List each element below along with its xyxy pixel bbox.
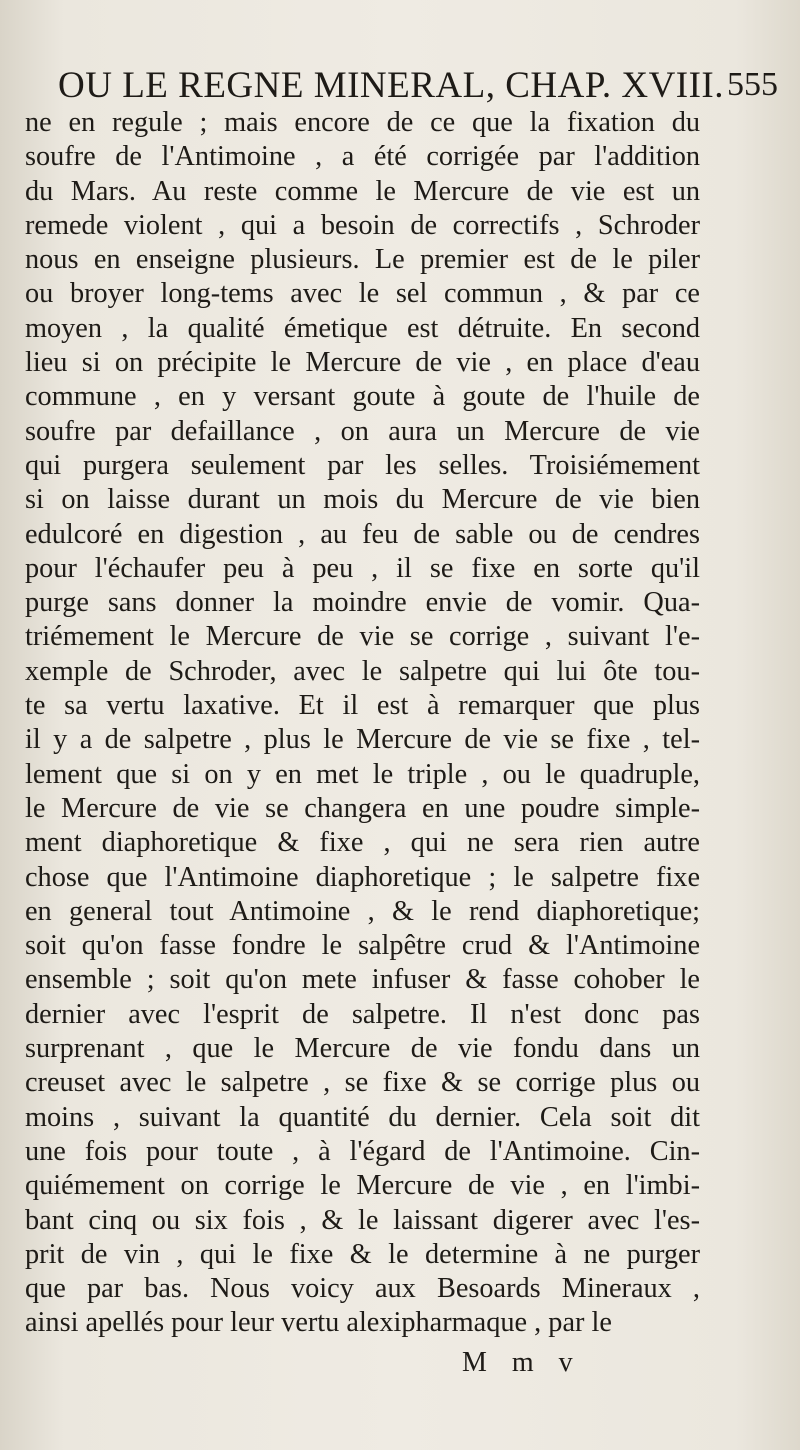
text-line: nous en enseigne plusieurs. Le premier est de le piler bbox=[25, 244, 700, 276]
signature-mark: M m v bbox=[462, 1347, 582, 1378]
text-line: ne en regule ; mais encore de ce que la fixation du bbox=[25, 107, 700, 138]
page-number: 555 bbox=[727, 66, 778, 103]
text-line: ou broyer long-tems avec le sel commun , & par ce bbox=[25, 278, 700, 310]
text-line: pour l'échaufer peu à peu , il se fixe en sorte qu'il bbox=[25, 552, 700, 584]
text-line: xemple de Schroder, avec le salpetre qui lui ôte tou- bbox=[25, 655, 700, 687]
text-line: qui purgera seulement par les selles. Troisiémement bbox=[25, 449, 700, 481]
text-line: purge sans donner la moindre envie de vomir. Qua- bbox=[25, 587, 700, 619]
text-line: une fois pour toute , à l'égard de l'Antimoine. Cin- bbox=[25, 1135, 700, 1167]
text-line: en general tout Antimoine , & le rend diaphoretique; bbox=[25, 895, 700, 927]
text-line: surprenant , que le Mercure de vie fondu dans un bbox=[25, 1033, 700, 1065]
text-line: ment diaphoretique & fixe , qui ne sera rien autre bbox=[25, 827, 700, 859]
text-line: ensemble ; soit qu'on mete infuser & fasse cohober le bbox=[25, 964, 700, 996]
text-line: ainsi apellés pour leur vertu alexipharmaque , par le bbox=[25, 1307, 612, 1339]
running-title: OU LE REGNE MINERAL, CHAP. XVIII. bbox=[58, 65, 725, 106]
text-line: moyen , la qualité émetique est détruite. En second bbox=[25, 312, 700, 344]
text-line: soufre de l'Antimoine , a été corrigée par l'addition bbox=[25, 141, 700, 173]
text-line: quiémement on corrige le Mercure de vie , en l'imbi- bbox=[25, 1170, 700, 1202]
text-line: que par bas. Nous voicy aux Besoards Mineraux , bbox=[25, 1273, 700, 1305]
text-line: commune , en y versant goute à goute de l'huile de bbox=[25, 381, 700, 413]
text-line: triémement le Mercure de vie se corrige , suivant l'e- bbox=[25, 621, 700, 653]
text-line: edulcoré en digestion , au feu de sable ou de cendres bbox=[25, 518, 700, 550]
text-line: creuset avec le salpetre , se fixe & se corrige plus ou bbox=[25, 1067, 700, 1099]
text-line: il y a de salpetre , plus le Mercure de vie se fixe , tel- bbox=[25, 724, 700, 756]
text-line: moins , suivant la quantité du dernier. Cela soit dit bbox=[25, 1101, 700, 1133]
text-line: remede violent , qui a besoin de correctifs , Schroder bbox=[25, 209, 700, 241]
text-line: chose que l'Antimoine diaphoretique ; le salpetre fixe bbox=[25, 861, 700, 893]
text-line: te sa vertu laxative. Et il est à remarquer que plus bbox=[25, 690, 700, 722]
text-line: prit de vin , qui le fixe & le determine à ne purger bbox=[25, 1238, 700, 1270]
text-line: lieu si on précipite le Mercure de vie , en place d'eau bbox=[25, 347, 700, 379]
text-line: soufre par defaillance , on aura un Mercure de vie bbox=[25, 415, 700, 447]
text-line: le Mercure de vie se changera en une poudre simple- bbox=[25, 792, 700, 824]
text-line: bant cinq ou six fois , & le laissant digerer avec l'es- bbox=[25, 1204, 700, 1236]
page-header bbox=[58, 58, 778, 108]
text-line: dernier avec l'esprit de salpetre. Il n'est donc pas bbox=[25, 998, 700, 1030]
text-line: lement que si on y en met le triple , ou le quadruple, bbox=[25, 758, 700, 790]
text-line: du Mars. Au reste comme le Mercure de vie est un bbox=[25, 175, 700, 207]
text-line: soit qu'on fasse fondre le salpêtre crud & l'Antimoine bbox=[25, 930, 700, 962]
text-line: si on laisse durant un mois du Mercure de vie bien bbox=[25, 484, 700, 516]
body-text bbox=[25, 106, 700, 1341]
